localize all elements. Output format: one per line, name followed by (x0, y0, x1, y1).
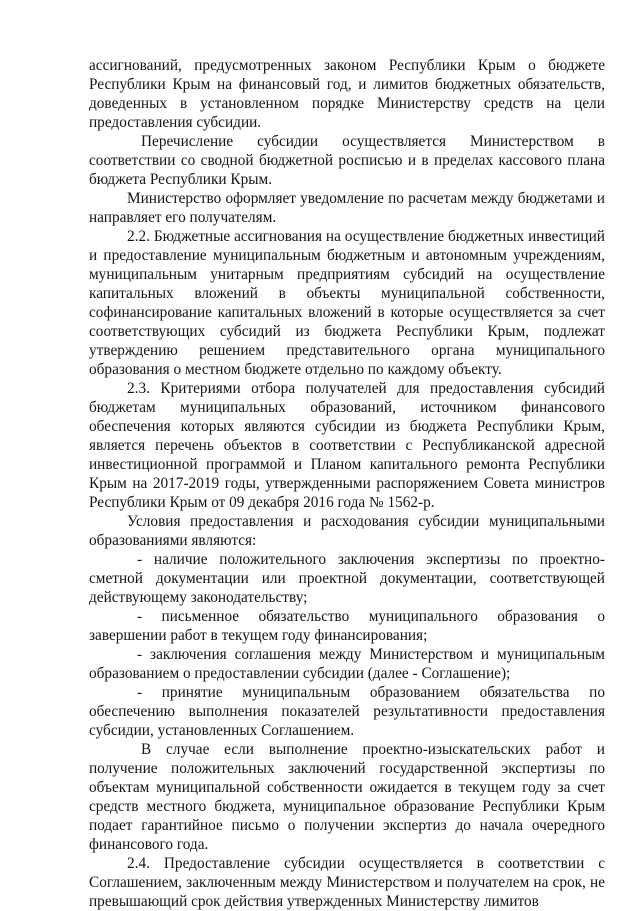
document-body (89, 56, 605, 911)
list-item-written-obligation: - письменное обязательство муниципального образования о завершении работ в текущем году финансирования; (89, 608, 605, 644)
paragraph-section-2-3: 2.3. Критериями отбора получателей для предоставления субсидий бюджетам муниципальных образований, источником финансового обеспечения которых являются субсидии из бюджета Республики Крым, является перечень объектов в соответствии с Республиканской адресной инвестиционной программой и Планом капитального ремонта Республики Крым на 2017-2019 годы, утвержденными распоряжением Совета министров Республики Крым от 09 декабря 2016 года № 1562-р. (89, 380, 605, 511)
paragraph-subsidy-transfer: Перечисление субсидии осуществляется Министерством в соответствии со сводной бюджетной росписью и в пределах кассового плана бюджета Республики Крым. (89, 133, 605, 188)
paragraph-budget-allocations: ассигнований, предусмотренных законом Республики Крым о бюджете Республики Крым на финансовый год, и лимитов бюджетных обязательств, доведенных в установленном порядке Министерству средств на цели предоставления субсидии. (89, 57, 605, 131)
list-item-agreement: - заключения соглашения между Министерством и муниципальным образованием о предоставлении субсидии (далее - Соглашение); (89, 646, 605, 682)
list-item-expert-conclusion: - наличие положительного заключения экспертизы по проектно-сметной документации или проектной документации, соответствующей действующему законодательству; (89, 551, 605, 606)
paragraph-section-2-2: 2.2. Бюджетные ассигнования на осуществление бюджетных инвестиций и предоставление муниципальным бюджетным и автономным учреждениям, муниципальным унитарным предприятиям субсидий на осуществление капитальных вложений в объекты муниципальной собственности, софинансирование капитальных вложений в которые осуществляется за счет соответствующих субсидий из бюджета Республики Крым, подлежат утверждению решением представительного органа муниципального образования о местном бюджете отдельно по каждому объекту. (89, 228, 605, 378)
paragraph-conditions-intro: Условия предоставления и расходования субсидии муниципальными образованиями являются: (89, 513, 605, 549)
paragraph-guarantee-letter: В случае если выполнение проектно-изыскательских работ и получение положительных заключений государственной экспертизы по объектам муниципальной собственности ожидается в текущем году за счет средств местного бюджета, муниципальное образование Республики Крым подает гарантийное письмо о получении экспертиз до начала очередного финансового года. (89, 741, 605, 853)
paragraph-section-2-4: 2.4. Предоставление субсидии осуществляется в соответствии с Соглашением, заключенным между Министерством и получателем на срок, не превышающий срок действия утвержденных Министерству лимитов (89, 855, 605, 910)
paragraph-notification: Министерство оформляет уведомление по расчетам между бюджетами и направляет его получателям. (89, 190, 605, 226)
list-item-performance-indicators: - принятие муниципальным образованием обязательства по обеспечению выполнения показателей результативности предоставления субсидии, установленных Соглашением. (89, 684, 605, 739)
